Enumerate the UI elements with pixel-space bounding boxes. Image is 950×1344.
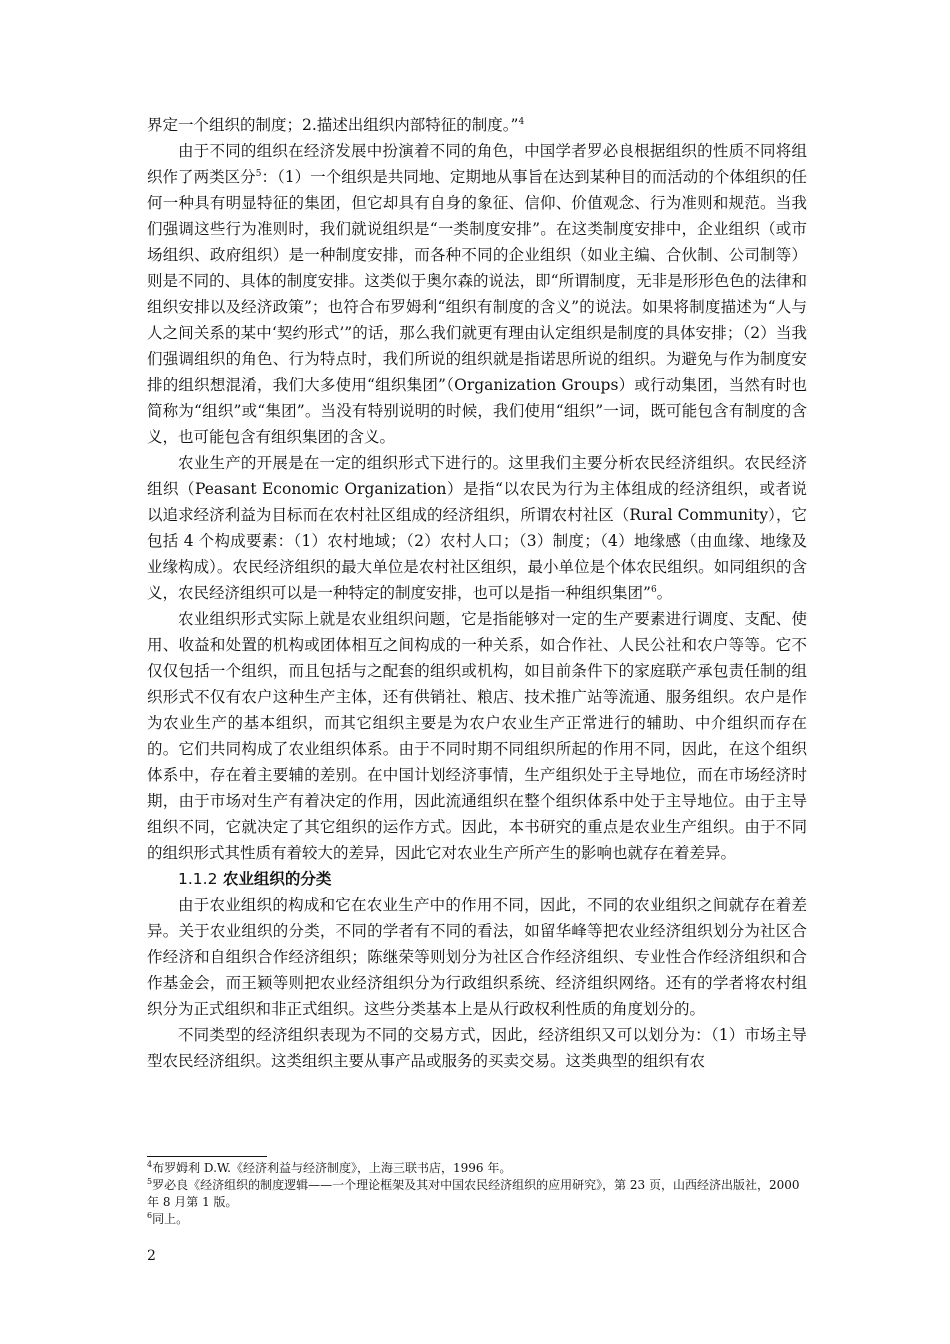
section-heading	[147, 866, 807, 892]
paragraph-text: 。	[656, 584, 673, 602]
footnotes	[147, 1160, 807, 1228]
footnote-text: 罗必良《经济组织的制度逻辑——一个理论框架及其对中国农民经济组织的应用研究》，第 23 页，山西经济出版社，2000 年 8 月第 1 版。	[147, 1178, 800, 1209]
footnote-mark: 5	[147, 1177, 153, 1186]
paragraph-peasant-organization	[147, 450, 807, 606]
paragraph-text: 界定一个组织的制度；2.描述出组织内部特征的制度。”	[147, 116, 519, 134]
footnote-text: 同上。	[152, 1212, 189, 1226]
paragraph-organization-types	[147, 138, 807, 450]
footnote-text: 布罗姆利 D.W.《经济利益与经济制度》，上海三联书店，1996 年。	[152, 1161, 512, 1175]
footnote-separator	[147, 1156, 267, 1157]
footnote-ref[interactable]: 5	[255, 168, 262, 179]
paragraph-continuation	[147, 112, 807, 138]
paragraph-text: ：（1）一个组织是共同地、定期地从事旨在达到某种目的而活动的个体组织的任何一种具有明显特征的集团，但它却具有自身的象征、信仰、价值观念、行为准则和规范。当我们强调这些行为准则时，我们就说组织是“一类制度安排”。在这类制度安排中，企业组织（或市场组织、政府组织）是一种制度安排，而各种不同的企业组织（如业主编、合伙制、公司制等）则是不同的、具体的制度安排。这类似于奥尔森的说法，即“所谓制度，无非是形形色色的法律和组织安排以及经济政策”；也符合布罗姆利“组织有制度的含义”的说法。如果将制度描述为“人与人之间关系的某中‘契约形式’”的话，那么我们就更有理由认定组织是制度的具体安排；（2）当我们强调组织的角色、行为特点时，我们所说的组织就是指诺思所说的组织。为避免与作为制度安排的组织想混淆，我们大多使用“组织集团”（Organization Groups）或行动集团，当然有时也简称为“组织”或“集团”。当没有特别说明的时候，我们使用“组织”一词，既可能包含有制度的含义，也可能包含有组织集团的含义。	[147, 168, 807, 446]
footnote	[147, 1177, 807, 1211]
footnote-mark: 6	[147, 1211, 153, 1220]
footnote-ref[interactable]: 4	[518, 116, 525, 127]
paragraph-text: 农业生产的开展是在一定的组织形式下进行的。这里我们主要分析农民经济组织。农民经济组织（Peasant Economic Organization）是指“以农民为行为主体组成的经济组织，或者说以追求经济利益为目标而在农村社区组成的经济组织，所谓农村社区（Rural Community），它包括 4 个构成要素：（1）农村地域；（2）农村人口；（3）制度；（4）地缘感（由血缘、地缘及业缘构成）。农民经济组织的最大单位是农村社区组织，最小单位是个体农民组织。如同组织的含义，农民经济组织可以是一种特定的制度安排，也可以是指一种组织集团”	[147, 454, 807, 602]
body-text	[147, 112, 807, 1074]
paragraph-transaction-types: 不同类型的经济组织表现为不同的交易方式，因此，经济组织又可以划分为：（1）市场主导型农民经济组织。这类组织主要从事产品或服务的买卖交易。这类典型的组织有农	[147, 1026, 807, 1070]
footnote	[147, 1211, 807, 1228]
footnote-ref[interactable]: 6	[650, 584, 657, 595]
paragraph-classification: 由于农业组织的构成和它在农业生产中的作用不同，因此，不同的农业组织之间就存在着差异。关于农业组织的分类，不同的学者有不同的看法，如留华峰等把农业经济组织划分为社区合作经济和自组织合作经济组织；陈继荣等则划分为社区合作经济组织、专业性合作经济组织和合作基金会，而王颖等则把农业经济组织分为行政组织系统、经济组织网络。还有的学者将农村组织分为正式组织和非正式组织。这些分类基本上是从行政权利性质的角度划分的。	[147, 896, 807, 1018]
paragraph-agricultural-organization-forms: 农业组织形式实际上就是农业组织问题，它是指能够对一定的生产要素进行调度、支配、使用、收益和处置的机构或团体相互之间构成的一种关系，如合作社、人民公社和农户等等。它不仅仅包括一个组织，而且包括与之配套的组织或机构，如目前条件下的家庭联产承包责任制的组织形式不仅有农户这种生产主体，还有供销社、粮店、技术推广站等流通、服务组织。农户是作为农业生产的基本组织，而其它组织主要是为农户农业生产正常进行的辅助、中介组织而存在的。它们共同构成了农业组织体系。由于不同时期不同组织所起的作用不同，因此，在这个组织体系中，存在着主要辅的差别。在中国计划经济事情，生产组织处于主导地位，而在市场经济时期，由于市场对生产有着决定的作用，因此流通组织在整个组织体系中处于主导地位。由于主导组织不同，它就决定了其它组织的运作方式。因此，本书研究的重点是农业生产组织。由于不同的组织形式其性质有着较大的差异，因此它对农业生产所产生的影响也就存在着差异。	[147, 610, 807, 862]
footnote	[147, 1160, 807, 1177]
section-number: 1.1.2	[178, 870, 218, 888]
section-title: 农业组织的分类	[222, 870, 332, 888]
footnote-mark: 4	[147, 1160, 153, 1169]
page-number: 2	[147, 1248, 156, 1264]
paragraph-text: 由于不同的组织在经济发展中扮演着不同的角色，中国学者罗必良根据组织的性质不同将组织作了两类区分	[147, 142, 807, 186]
